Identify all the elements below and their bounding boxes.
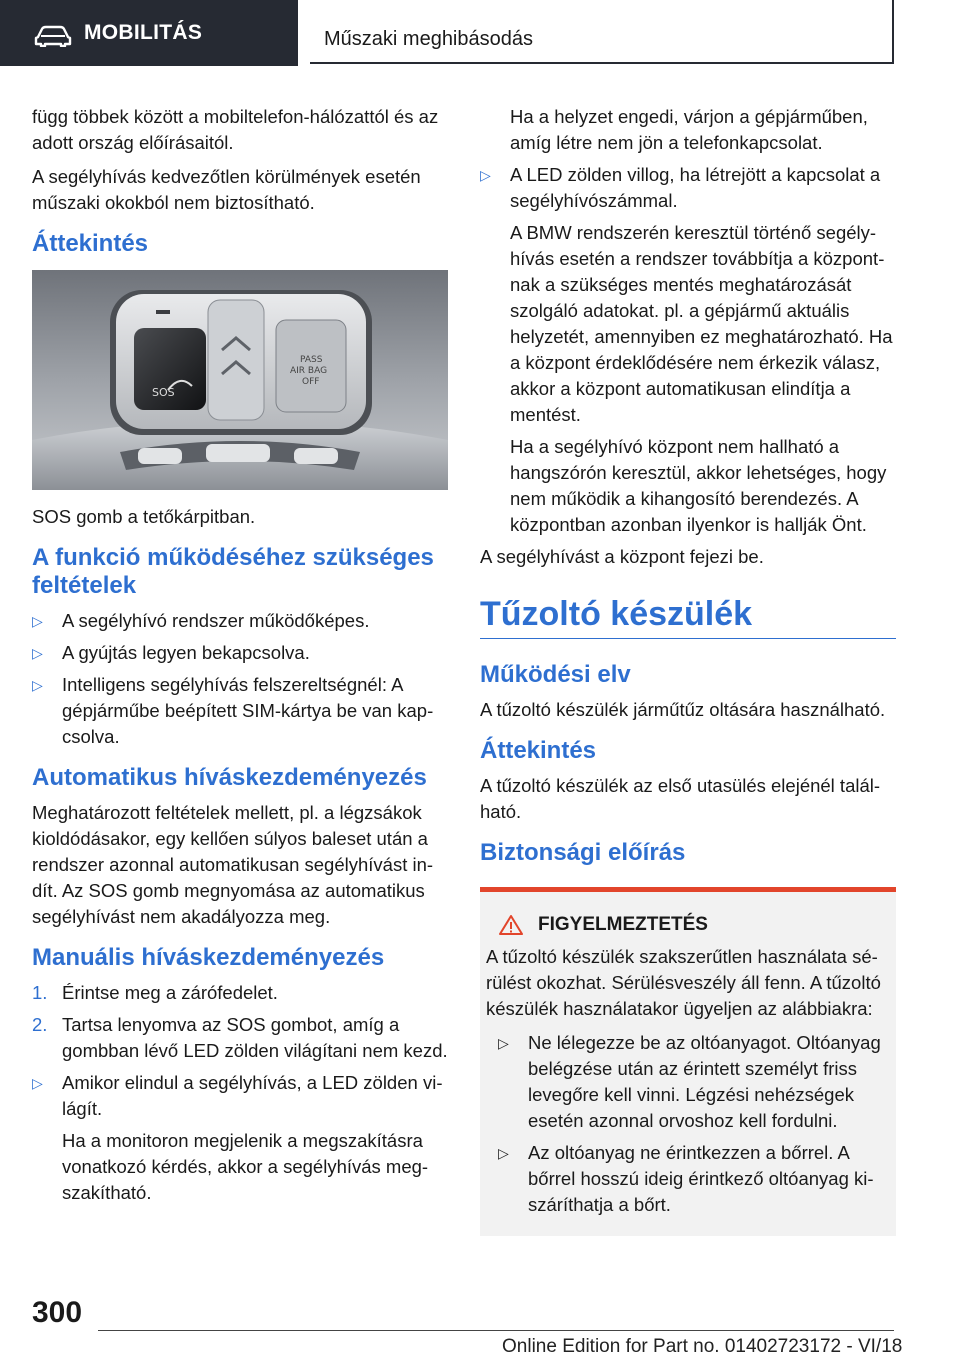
- list-item: ▷ Amikor elindul a segélyhívás, a LED zölden világít.: [32, 1072, 443, 1119]
- chapter-tab: [310, 0, 894, 64]
- heading-auto-call: Automatikus híváskezdeményezés: [32, 764, 427, 791]
- warning-item: ▷ Az oltóanyag ne érintkezzen a bőrrel. A bőrrel hosszú ideig érintkező oltóanyag kiszáríthatja a bőrt.: [498, 1142, 874, 1215]
- footer-rule: [98, 1330, 894, 1331]
- heading-overview: Áttekintés: [32, 230, 149, 257]
- photo-caption: SOS gomb a tetőkárpitban.: [32, 506, 256, 527]
- bullet-icon: ▷: [32, 677, 43, 693]
- section-title: MOBILITÁS: [84, 21, 203, 44]
- intro-paragraph: függ többek között a mobiltelefon-hálózattól és az adott ország előírásaitól.: [32, 106, 439, 153]
- overview-2-text: A tűzoltó készülék az első utasülés elejénél található.: [480, 775, 881, 822]
- bullet-icon: ▷: [32, 1075, 43, 1091]
- bullet-icon: ▷: [498, 1145, 509, 1161]
- bullet-icon: ▷: [498, 1035, 509, 1051]
- right-column: [480, 104, 896, 1236]
- sos-photo-label: SOS: [152, 386, 175, 399]
- continued-paragraph: Ha a helyzet engedi, várjon a gépjárműben, amíg létre nem jön a telefonkapcsolat.: [510, 106, 868, 153]
- principle-text: A tűzoltó készülék járműtűz oltására használható.: [480, 699, 886, 720]
- list-item: ▷ A gyújtás legyen bekapcsolva.: [32, 640, 450, 666]
- list-item: ▷ A segélyhívó rendszer működőképes.: [32, 608, 450, 634]
- sub-paragraph: Ha a monitoron megjelenik a megszakításra vonatkozó kérdés, akkor a segélyhívás megszakítható.: [62, 1130, 429, 1203]
- step-item: 1. Érintse meg a zárófedelet.: [32, 982, 278, 1003]
- airbag-label-2: AIR BAG: [290, 366, 328, 376]
- end-paragraph: A segélyhívást a központ fejezi be.: [480, 546, 764, 567]
- warning-title: FIGYELMEZTETÉS: [486, 912, 888, 938]
- car-icon: [34, 25, 72, 47]
- warning-item: ▷ Ne lélegezze be az oltóanyagot. Oltóanyag belégzése után az érintett személyt friss levegőre kell vinni. Légzési nehézségek esetén azonnal orvoshoz kell fordulni.: [498, 1032, 881, 1131]
- list-item: ▷ Intelligens segélyhívás felszereltségnél: A gépjárműbe beépített SIM-kártya be van kapcsolva.: [32, 674, 434, 747]
- heading-overview-2: Áttekintés: [480, 737, 597, 764]
- left-column: [32, 104, 450, 1212]
- sub-paragraph: Ha a segélyhívó központ nem hallható a hangszórón keresztül, akkor lehetséges, hogy nem működik a kihangosító berendezés. A központban azonban ilyenkor is hallják Önt.: [510, 436, 887, 535]
- page-number: 300: [32, 1296, 83, 1329]
- heading-requirements: A funkció működéséhez szükséges feltételek: [32, 544, 434, 599]
- sub-paragraph: A BMW rendszerén keresztül történő segélyhívás esetén a rendszer továbbítja a központnak a szükséges mentés meghatározását szolgáló adatokat. pl. a gépjármű aktuális helyzetét, amennyiben ez meghatározható. Ha a központ érdeklődésére nem érkezik válasz, akkor a központ automatikusan elindítja a mentést.: [510, 222, 893, 425]
- chapter-title: Műszaki meghibásodás: [324, 28, 533, 50]
- warning-triangle-icon: [498, 914, 524, 936]
- bullet-icon: ▷: [32, 645, 43, 661]
- warning-text: A tűzoltó készülék szakszerűtlen használata sérülést okozhat. Sérülésveszély áll fenn. A tűzoltó készülék használatakor ügyeljen az alábbiakra:: [486, 946, 881, 1019]
- heading-principle: Működési elv: [480, 661, 631, 688]
- bullet-icon: ▷: [480, 167, 491, 183]
- airbag-label-3: OFF: [302, 377, 320, 387]
- list-item: ▷ A LED zölden villog, ha létrejött a kapcsolat a segélyhívószámmal.: [480, 164, 881, 211]
- airbag-label-1: PASS: [300, 355, 323, 365]
- auto-call-text: Meghatározott feltételek mellett, pl. a légzsákok kioldódásakor, egy kellően súlyos baleset után a rendszer azonnal automatikusan segélyhívást indít. Az SOS gomb megnyomása az automatikus segélyhívást nem akadályozza meg.: [32, 802, 434, 927]
- intro-paragraph: A segélyhívás kedvezőtlen körülmények esetén műszaki okokból nem biztosítható.: [32, 166, 421, 213]
- section-tab: [0, 0, 298, 66]
- heading-fire-extinguisher: Tűzoltó készülék: [480, 594, 896, 639]
- bullet-icon: ▷: [32, 613, 43, 629]
- edition-note: Online Edition for Part no. 01402723172 - VI/18: [502, 1336, 903, 1357]
- step-item: 2. Tartsa lenyomva az SOS gombot, amíg a gombban lévő LED zölden világítani nem kezd.: [32, 1014, 448, 1061]
- heading-manual-call: Manuális híváskezdeményezés: [32, 944, 385, 971]
- sos-button-photo: [32, 270, 448, 490]
- warning-box: [480, 887, 896, 1236]
- heading-safety: Biztonsági előírás: [480, 839, 686, 866]
